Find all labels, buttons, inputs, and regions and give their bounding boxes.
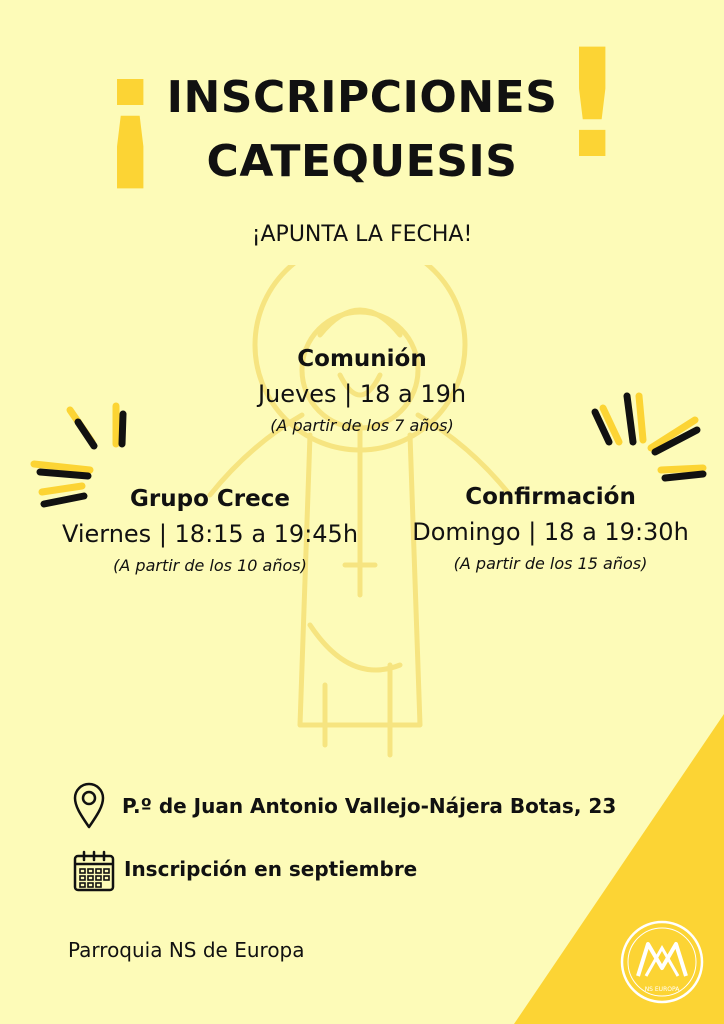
group-comunion-time: Jueves | 18 a 19h — [257, 380, 467, 408]
title-line-1: INSCRIPCIONES — [166, 72, 558, 123]
group-crece-name: Grupo Crece — [130, 486, 290, 512]
parish-logo-text: NS EUROPA — [644, 986, 680, 993]
group-comunion-age: (A partir de los 7 años) — [270, 416, 454, 435]
group-comunion — [212, 346, 512, 435]
group-confirmacion-time: Domingo | 18 a 19:30h — [412, 518, 689, 546]
group-confirmacion — [393, 484, 708, 573]
parish-name: Parroquia NS de Europa — [68, 938, 305, 962]
burst-right-icon — [585, 390, 710, 490]
registration-text: Inscripción en septiembre — [124, 857, 418, 881]
parish-logo — [618, 918, 706, 1006]
group-confirmacion-name: Confirmación — [465, 484, 636, 510]
address-text: P.º de Juan Antonio Vallejo-Nájera Botas, 23 — [122, 794, 617, 818]
title-line-2: CATEQUESIS — [206, 136, 518, 187]
group-crece-time: Viernes | 18:15 a 19:45h — [61, 520, 359, 548]
group-crece-age: (A partir de los 10 años) — [113, 556, 307, 575]
group-confirmacion-age: (A partir de los 15 años) — [453, 554, 648, 573]
exclamation-open: ¡ — [96, 23, 165, 197]
exclamation-close: ! — [558, 18, 627, 192]
group-comunion-name: Comunión — [297, 346, 427, 372]
subtitle: ¡APUNTA LA FECHA! — [251, 222, 473, 247]
calendar-icon — [72, 849, 116, 893]
location-pin-icon — [72, 782, 106, 830]
group-crece — [50, 486, 370, 575]
